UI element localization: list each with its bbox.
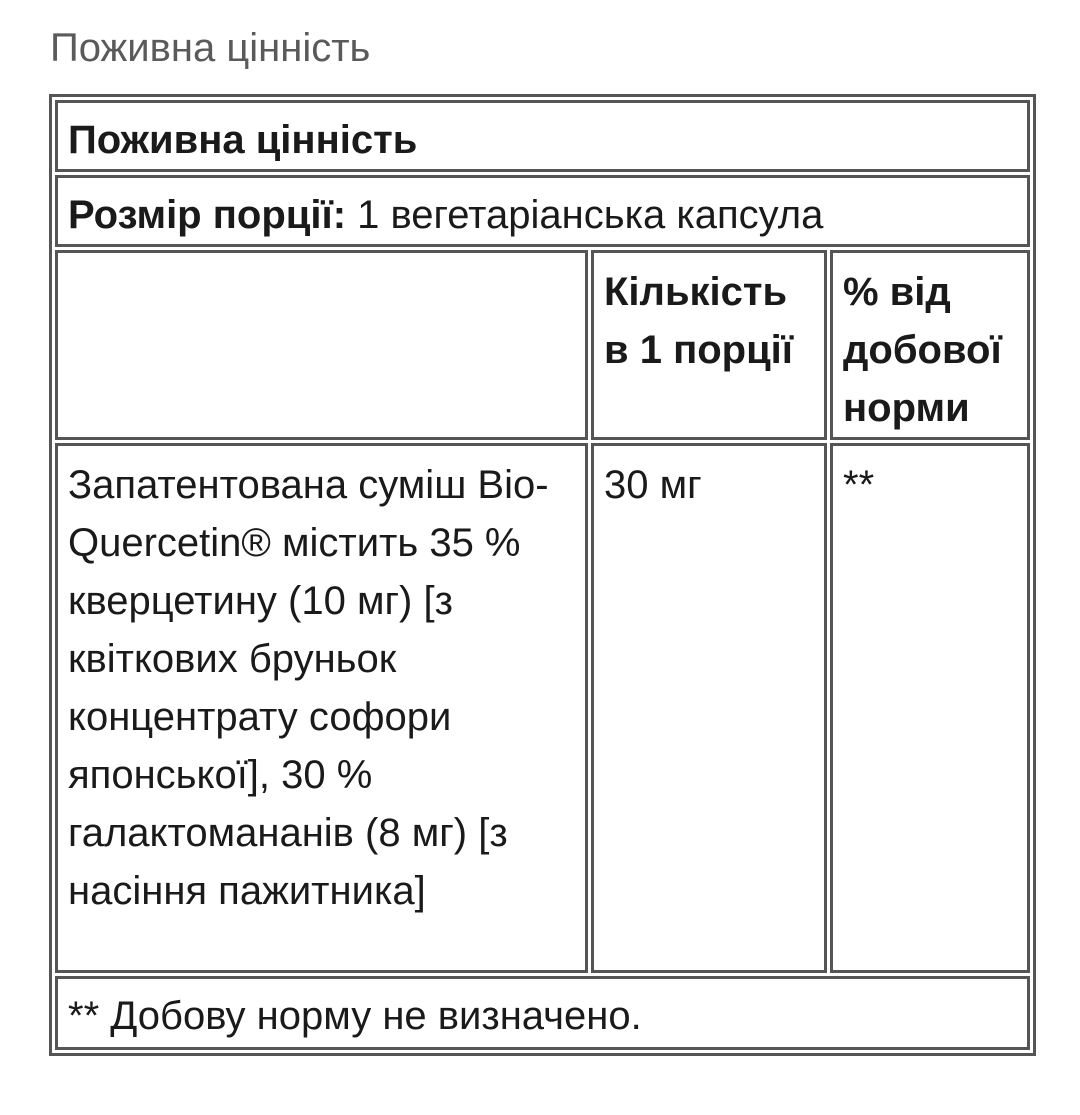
page-heading: Поживна цінність [50,26,371,70]
serving-size-label: Розмір порції: [68,193,347,237]
column-header-amount: Кількість в 1 порції [591,250,827,440]
nutrition-facts-table [49,94,1036,1056]
daily-value-cell: ** [830,443,1030,973]
table-row [55,443,1030,973]
column-header-row [55,250,1030,440]
serving-size-cell [55,175,1030,247]
footnote: ** Добову норму не визначено. [55,976,1030,1050]
table-title-row [55,100,1030,172]
ingredient-cell: Запатентована суміш Bio-Quercetin® містить 35 % кверцетину (10 мг) [з квіткових бруньок концентрату софори японської], 30 % галактомананів (8 мг) [з насіння пажитника] [55,443,588,973]
footnote-row [55,976,1030,1050]
serving-size-row [55,175,1030,247]
column-header-ingredient [55,250,588,440]
amount-cell: 30 мг [591,443,827,973]
column-header-daily-value: % від добової норми [830,250,1030,440]
serving-size-value: 1 вегетаріанська капсула [346,193,824,237]
table-title: Поживна цінність [55,100,1030,172]
